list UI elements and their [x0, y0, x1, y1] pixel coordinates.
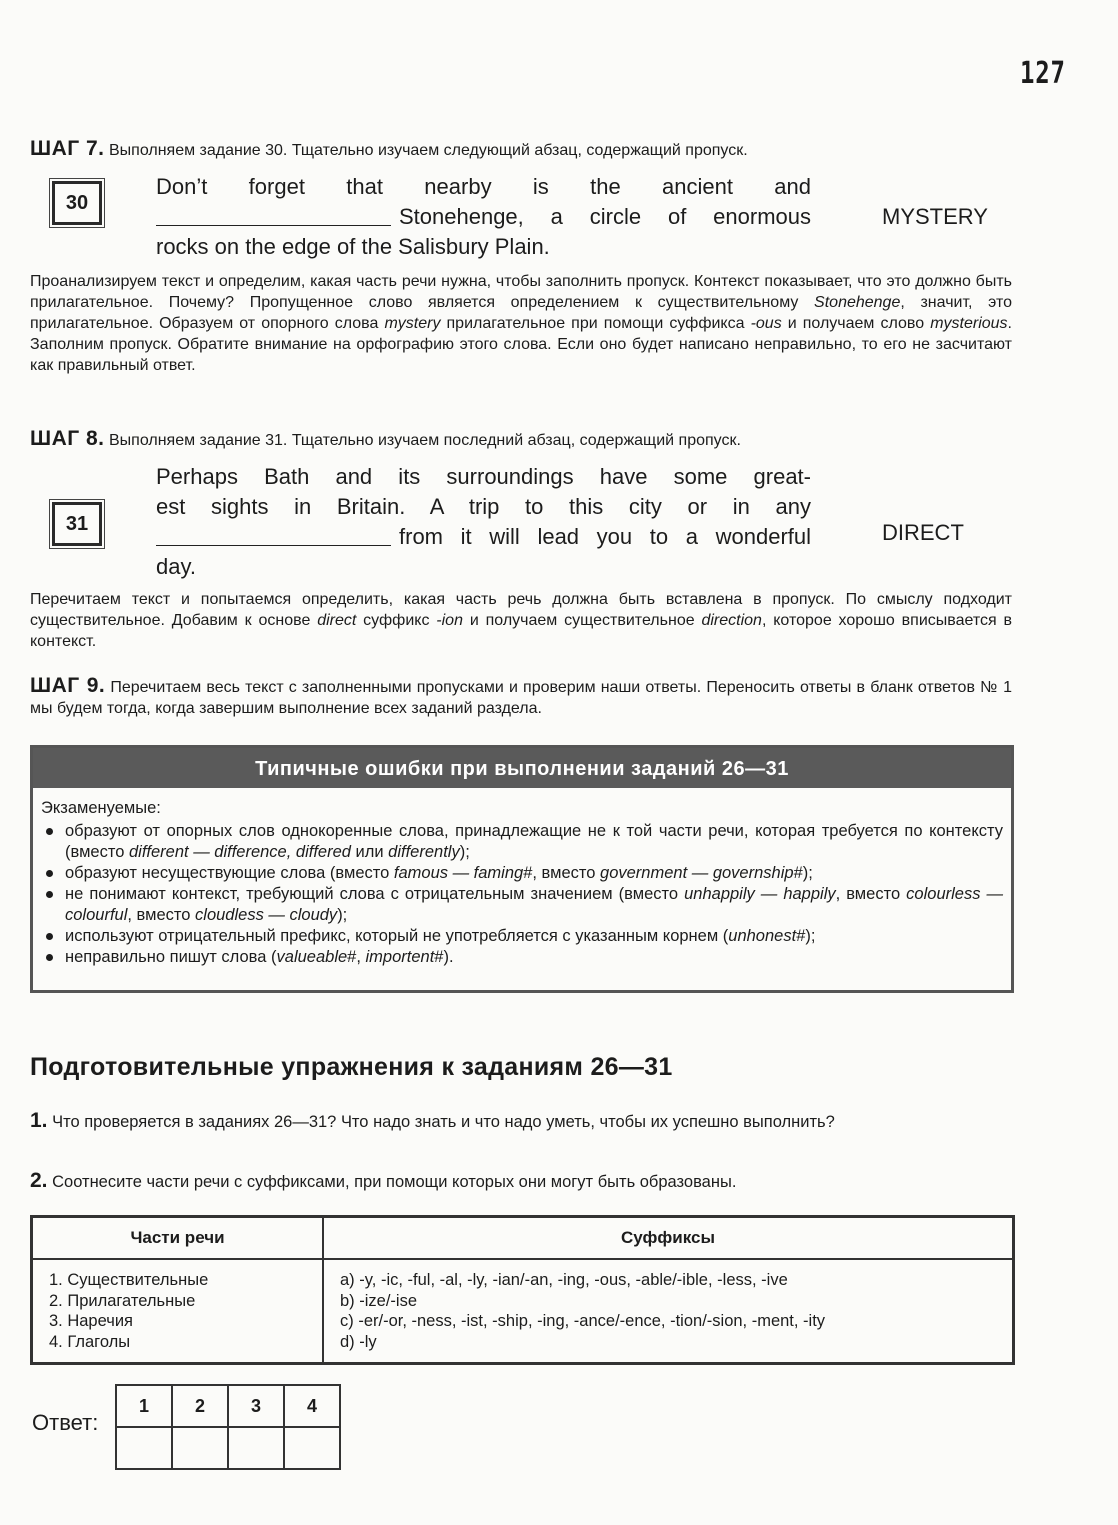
step-8-heading [30, 428, 1020, 451]
text-italic: unhonest [728, 927, 797, 945]
header-suffixes: Суффиксы [323, 1217, 1014, 1260]
task-31-text [156, 462, 811, 582]
step-8-text: Выполняем задание 31. Тщательно изучаем последний абзац, содержащий пропуск. [108, 432, 741, 449]
task-30-line-2-text: Stonehenge, a circle of enormous [399, 204, 811, 229]
step-7-heading [30, 138, 1020, 161]
task-30-number: 30 [65, 191, 89, 214]
keyword-mystery: MYSTERY [882, 204, 988, 229]
text: , вместо [835, 885, 907, 903]
answer-cell-2[interactable] [172, 1427, 228, 1469]
suffix-table [30, 1215, 1015, 1365]
task-31-line-2: est sights in Britain. A trip to this city or in any [156, 494, 811, 519]
text: суффикс [356, 612, 437, 629]
text: #). [434, 948, 454, 966]
suffix-table-header [32, 1217, 1014, 1260]
list-item: 3. Наречия [49, 1312, 133, 1330]
text: образуют несуществующие слова (вместо [65, 864, 394, 882]
task-30-line-1: Don’t forget that nearby is the ancient and [156, 174, 811, 199]
text-italic: direct [317, 612, 357, 629]
errors-intro: Экзаменуемые: [41, 799, 161, 817]
text: ); [337, 906, 348, 924]
answer-grid [115, 1384, 341, 1470]
answer-blank[interactable] [156, 203, 391, 226]
step-9-text: Перечитаем весь текст с заполненными пропусками и проверим наши ответы. Переносить ответы в бланк ответов № 1 мы будем тогда, когда завершим выполнение всех заданий раздела. [30, 679, 1012, 717]
list-item: d) -ly [340, 1332, 377, 1351]
text-italic: cloudless — cloudy [195, 906, 338, 924]
task-30-box [52, 181, 102, 225]
text-italic: Stonehenge [814, 294, 901, 311]
text-italic: importent [365, 948, 435, 966]
answer-column-2: 2 [172, 1385, 228, 1427]
parts-of-speech-list [32, 1259, 324, 1364]
step-8-label: ШАГ 8. [30, 427, 105, 450]
text: #); [796, 927, 816, 945]
typical-errors-body [33, 788, 1011, 968]
header-parts-of-speech: Части речи [32, 1217, 324, 1260]
text: и получаем существительное [462, 612, 702, 629]
answer-cell-3[interactable] [228, 1427, 284, 1469]
answer-column-1: 1 [116, 1385, 172, 1427]
text: , значит, это прилагательное. Образуем от опорного слова [30, 294, 1012, 332]
step-7-analysis [30, 271, 1012, 376]
text-italic: government — governship [600, 864, 794, 882]
list-item: b) -ize/-ise [340, 1291, 418, 1310]
answer-input-row [116, 1427, 340, 1469]
text-italic: differently [388, 843, 460, 861]
text: используют отрицательный префикс, который не употребляется с указанным корнем ( [65, 927, 729, 945]
text: #, вместо [523, 864, 601, 882]
text: #); [793, 864, 813, 882]
text: , вместо [127, 906, 196, 924]
page-number: 127 [1020, 56, 1066, 91]
answer-column-4: 4 [284, 1385, 340, 1427]
error-item [41, 821, 1003, 863]
exercise-2-text: Соотнесите части речи с суффиксами, при помощи которых они могут быть образованы. [52, 1173, 737, 1191]
task-31-line-3 [156, 522, 811, 552]
task-31-line-4: day. [156, 554, 196, 579]
section-title: Подготовительные упражнения к заданиям 26—31 [30, 1053, 673, 1081]
keyword-direct: DIRECT [882, 520, 964, 545]
typical-errors-title: Типичные ошибки при выполнении заданий 26—31 [33, 748, 1011, 788]
exercise-2-number: 2. [30, 1169, 48, 1192]
error-item [41, 884, 1003, 926]
text: прилагательное при помощи суффикса [440, 315, 751, 332]
error-item [41, 947, 1003, 968]
text-italic: -ion [436, 612, 463, 629]
text: и получаем слово [781, 315, 931, 332]
text-italic: mysterious [930, 315, 1008, 332]
text: Перечитаем текст и попытаемся определить, какая часть речь должна быть вставлена в пропуск. По смыслу подходит существительное. Добавим к основе [30, 591, 1012, 629]
answer-label: Ответ: [32, 1410, 99, 1435]
error-item [41, 863, 1003, 884]
step-9 [30, 675, 1012, 719]
text-italic: -ous [750, 315, 782, 332]
text-italic: colourless — colourful [65, 885, 1003, 924]
answer-blank[interactable] [156, 523, 391, 546]
text: образуют от опорных слов однокоренные слова, принадлежащие не к той части речи, которая требуется по контексту (вместо [65, 822, 1003, 861]
text: ); [459, 843, 470, 861]
step-7-text: Выполняем задание 30. Тщательно изучаем следующий абзац, содержащий пропуск. [108, 142, 748, 159]
step-9-label: ШАГ 9. [30, 674, 106, 697]
step-8-analysis [30, 589, 1012, 652]
text: не понимают контекст, требующий слова с отрицательным значением (вместо [65, 885, 685, 903]
text: . Заполним пропуск. Обратите внимание на орфографию этого слова. Если оно будет написано неправильно, то его не засчитают как правильный ответ. [30, 315, 1012, 374]
task-31-line-3-text: from it will lead you to a wonderful [399, 524, 811, 549]
list-item: 2. Прилагательные [49, 1291, 196, 1310]
text-italic: direction [701, 612, 762, 629]
text-italic: valueable [276, 948, 348, 966]
step-7-label: ШАГ 7. [30, 137, 105, 160]
exercise-1-text: Что проверяется в заданиях 26—31? Что надо знать и что надо уметь, чтобы их успешно выполнить? [52, 1113, 835, 1131]
text-italic: famous — faming [393, 864, 524, 882]
list-item: c) -er/-or, -ness, -ist, -ship, -ing, -ance/-ence, -tion/-sion, -ment, -ity [340, 1312, 826, 1330]
suffix-table-row [32, 1259, 1014, 1364]
task-30-text [156, 172, 811, 262]
typical-errors-box [30, 745, 1014, 993]
text: неправильно пишут слова ( [65, 948, 277, 966]
errors-list [41, 821, 1003, 968]
answer-cell-4[interactable] [284, 1427, 340, 1469]
text: , которое хорошо вписывается в контекст. [30, 612, 1013, 650]
exercise-2 [30, 1170, 1014, 1193]
answer-cell-1[interactable] [116, 1427, 172, 1469]
task-31-number: 31 [65, 512, 89, 535]
text-italic: unhappily — happily [684, 885, 836, 903]
task-30-line-3: rocks on the edge of the Salisbury Plain. [156, 234, 550, 259]
text: #, [347, 948, 366, 966]
error-item [41, 926, 1003, 947]
task-30-line-2 [156, 202, 811, 232]
list-item: a) -y, -ic, -ful, -al, -ly, -ian/-an, -ing, -ous, -able/-ible, -less, -ive [340, 1271, 788, 1289]
suffixes-list [323, 1259, 1014, 1364]
text-italic: different — difference, differed [128, 843, 351, 861]
list-item: 1. Существительные [49, 1271, 209, 1289]
task-31-box [52, 502, 102, 546]
text: Проанализируем текст и определим, какая часть речи нужна, чтобы заполнить пропуск. Контекст показывает, что это должно быть прилагательное. Почему? Пропущенное слово является определением к существительному [30, 273, 1012, 311]
exercise-1-number: 1. [30, 1109, 48, 1132]
task-31-line-1: Perhaps Bath and its surroundings have some great- [156, 464, 811, 489]
text: или [350, 843, 389, 861]
text-italic: mystery [384, 315, 441, 332]
answer-column-3: 3 [228, 1385, 284, 1427]
list-item: 4. Глаголы [49, 1332, 131, 1351]
exercise-1 [30, 1110, 1014, 1133]
answer-header-row [116, 1385, 340, 1427]
